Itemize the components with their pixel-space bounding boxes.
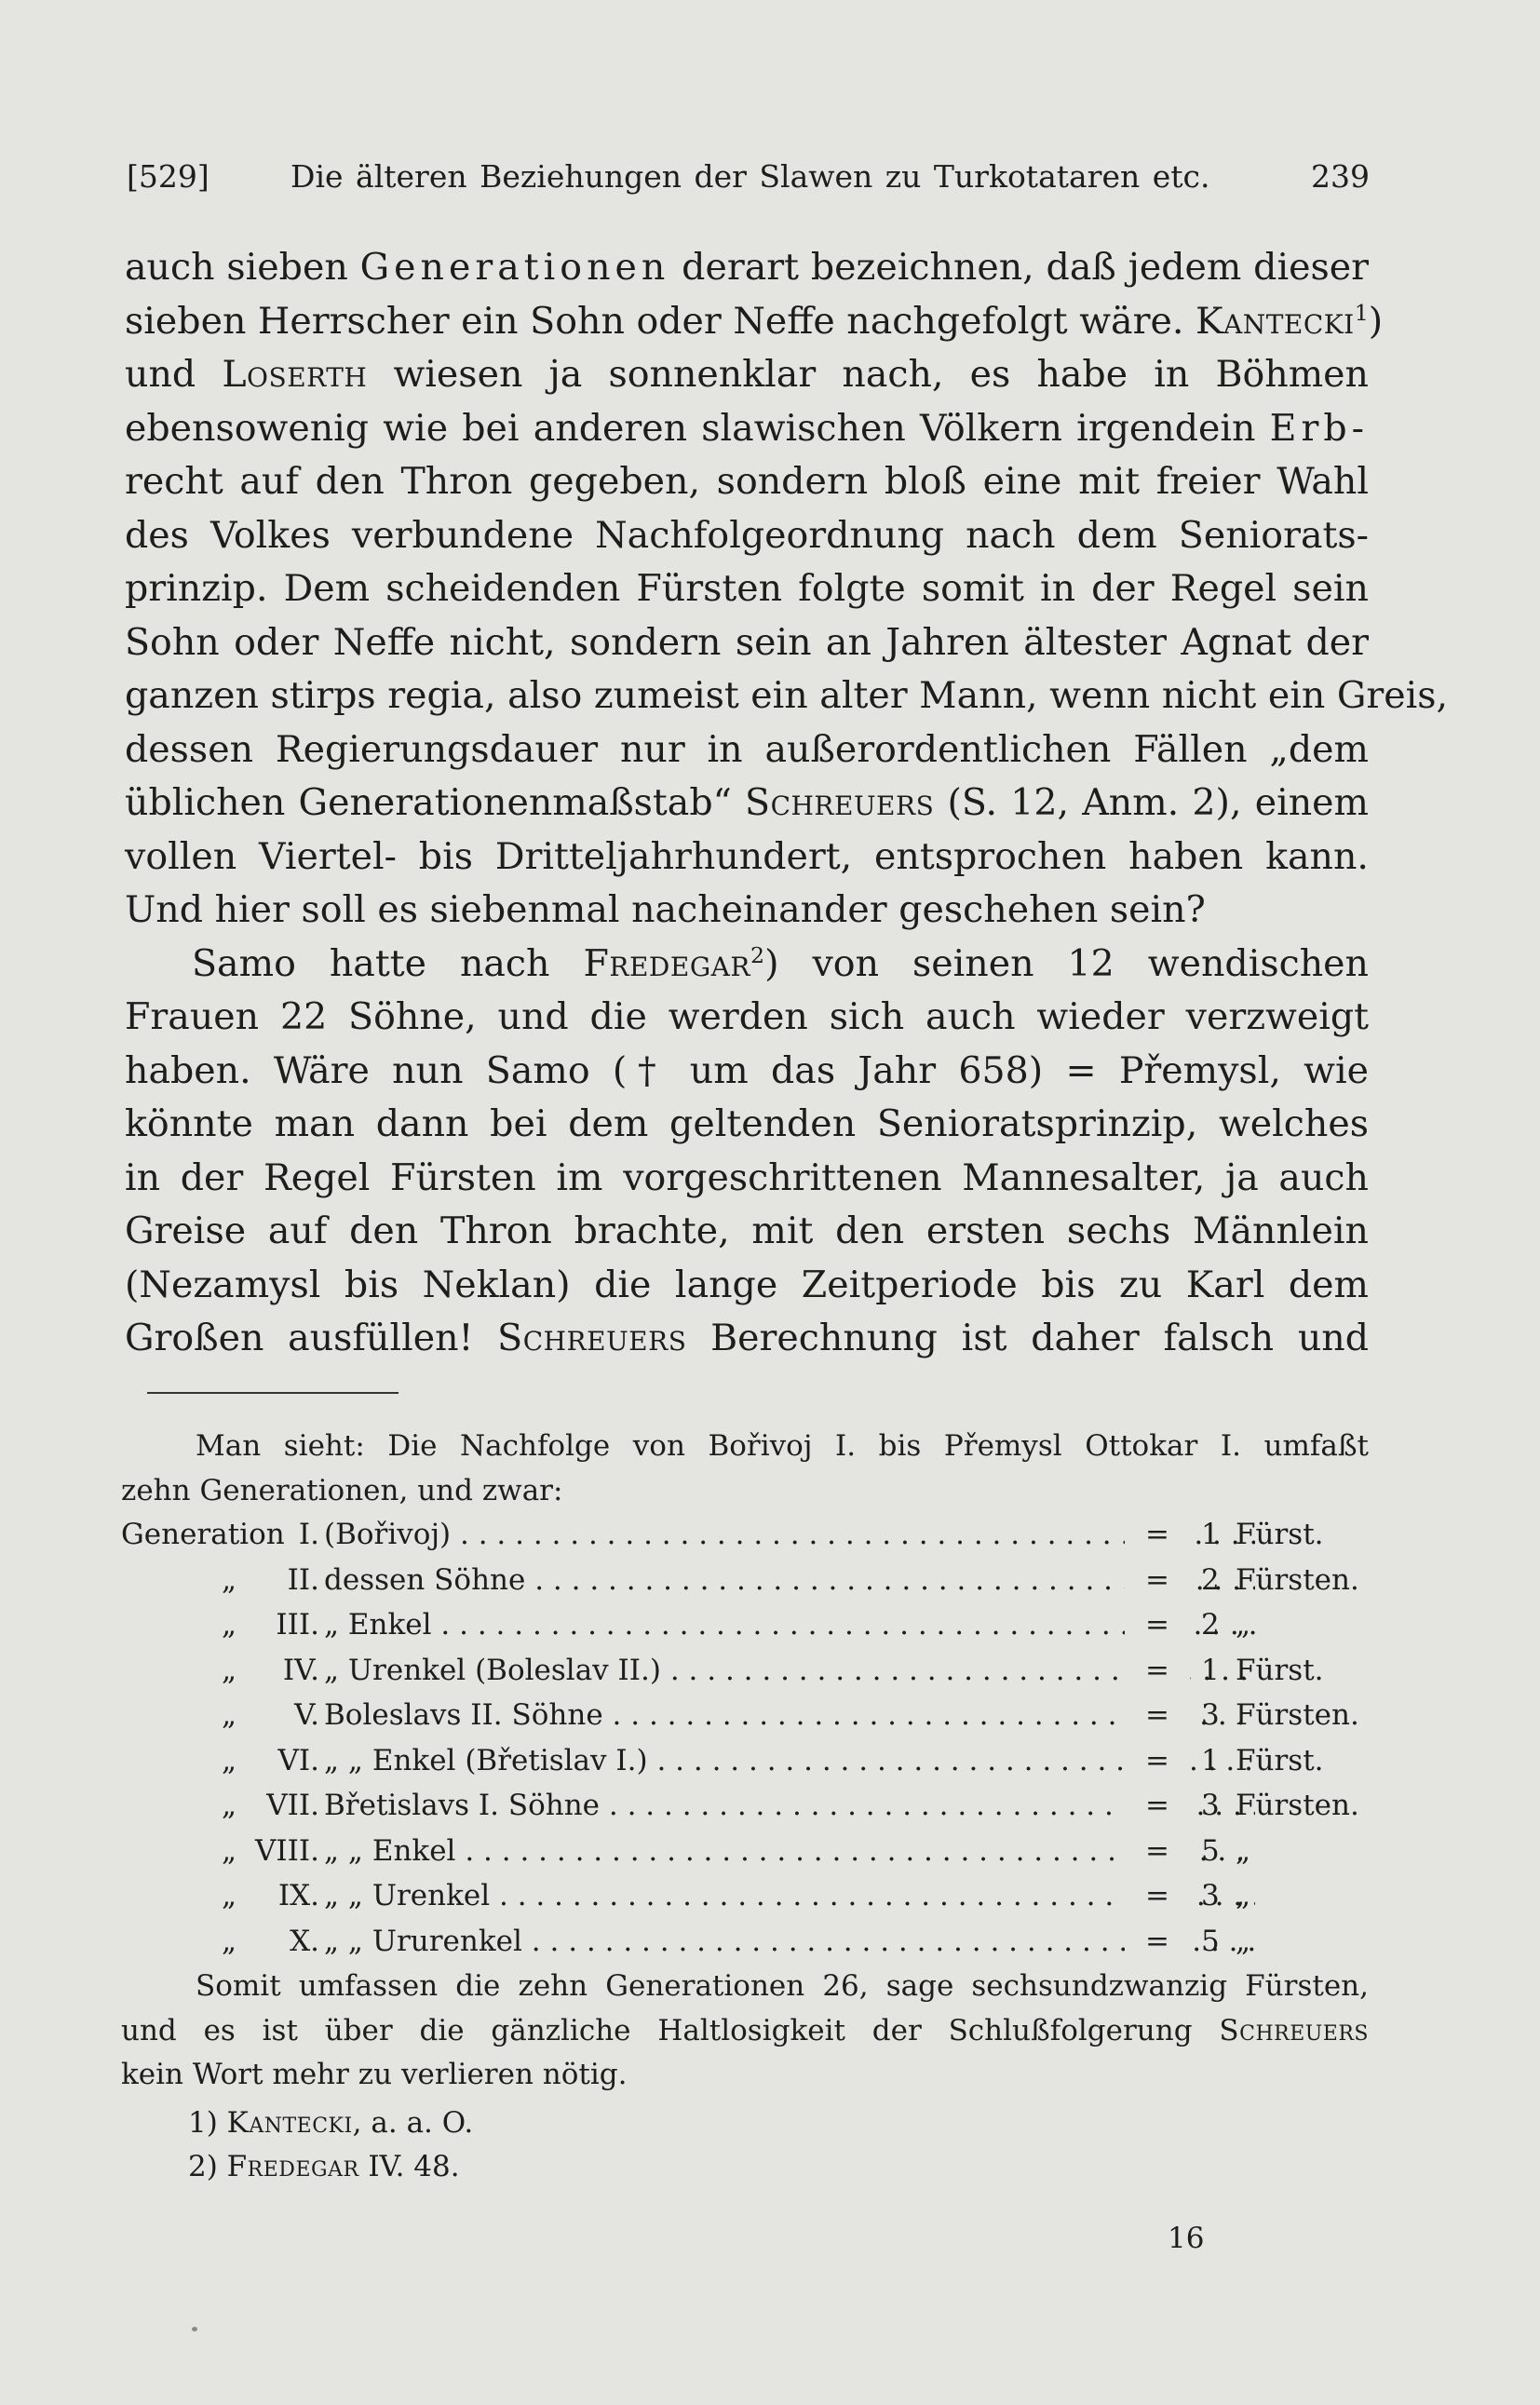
text-run: Frauen 22 Söhne, und die werden sich auch wieder verzweigt: [125, 995, 1369, 1038]
text-line: [125, 777, 1369, 831]
text-run: 1): [188, 2105, 227, 2140]
generation-numeral: VIII.: [255, 1833, 319, 1868]
text-run: , a. a. O.: [352, 2105, 474, 2140]
generation-numeral: VII.: [266, 1789, 319, 1822]
text-run: haben. Wäre nun Samo († um das Jahr 658) = Přemysl, wie: [125, 1048, 1369, 1092]
prince-unit: Fürst.: [1236, 1653, 1324, 1687]
footnote: [121, 2145, 1369, 2190]
text-run: sieben Herrscher ein Sohn oder Neffe nachgefolgt wäre.: [125, 299, 1196, 343]
text-line: [125, 884, 1369, 938]
generation-numeral: II.: [287, 1562, 319, 1597]
generation-numeral: IV.: [282, 1653, 319, 1687]
text-run: könnte man dann bei dem geltenden Senioratsprinzip, welches: [125, 1102, 1369, 1145]
author-name: Fredegar: [226, 2150, 359, 2183]
generation-description: „ „ Ururenkel . . .: [324, 1920, 1255, 1965]
generation-description: (Bořivoj) . . .: [324, 1513, 1255, 1558]
prince-count: 1: [1201, 1743, 1220, 1777]
page-reference: [529]: [127, 158, 209, 195]
author-name: Schreuers: [745, 781, 935, 824]
prince-count: 3: [1201, 1698, 1220, 1732]
generation-row: [121, 1830, 1369, 1875]
text-run: ganzen stirps regia, also zumeist ein alter Mann, wenn nicht ein Greis,: [125, 674, 1449, 717]
generation-description: Boleslavs II. Söhne . . .: [324, 1694, 1255, 1738]
text-run: üblichen Generationenmaßstab“: [125, 781, 746, 824]
text-run: (Nezamysl bis Neklan) die lange Zeitperiode bis zu Karl dem: [125, 1263, 1369, 1306]
generation-row: [121, 1694, 1369, 1739]
text-line: [125, 562, 1369, 616]
generation-label: „: [222, 1789, 237, 1822]
footnote-separator: [147, 1392, 399, 1394]
footnote-marker: 1: [1354, 299, 1369, 326]
generation-numeral: III.: [276, 1608, 319, 1642]
text-run: und es ist über die gänzliche Haltlosigkeit der Schlußfolgerung: [121, 2013, 1220, 2047]
text-run: 2): [188, 2150, 227, 2183]
text-line: [125, 991, 1369, 1045]
equals-sign: =: [1125, 1784, 1190, 1829]
prince-unit: Fürst.: [1236, 1743, 1324, 1777]
text-run: derart bezeichnen, daß jedem dieser: [669, 246, 1370, 289]
prince-count: 5: [1201, 1924, 1220, 1958]
prince-unit: „: [1236, 1608, 1251, 1642]
generation-label: „: [222, 1879, 237, 1912]
text-run: Erb-: [1269, 406, 1369, 450]
text-run: Generationen: [359, 246, 670, 289]
generation-label: Generation: [121, 1518, 285, 1551]
text-line: [125, 348, 1369, 402]
generation-label: „: [222, 1743, 237, 1777]
generation-label: „: [222, 1924, 237, 1958]
note-summary-line: [121, 2009, 1369, 2054]
text-run: IV. 48.: [358, 2150, 460, 2183]
equals-sign: =: [1125, 1920, 1190, 1965]
text-line: [125, 831, 1369, 885]
text-line: [125, 455, 1369, 509]
text-run: Greise auf den Thron brachte, mit den ersten sechs Männlein: [125, 1209, 1369, 1252]
note-intro-line: zehn Generationen, und zwar:: [121, 1473, 563, 1507]
generation-numeral: IX.: [277, 1879, 319, 1912]
footnotes-area: [121, 1425, 1369, 2190]
footnote-list: [121, 2101, 1369, 2190]
prince-unit: Fürst.: [1236, 1518, 1324, 1551]
generation-numeral: VI.: [277, 1743, 319, 1777]
prince-unit: „: [1236, 1879, 1251, 1912]
generation-numeral: I.: [298, 1518, 319, 1551]
prince-unit: „: [1236, 1833, 1251, 1868]
generation-description: „ Urenkel (Boleslav II.) . . .: [324, 1649, 1255, 1694]
generation-label: „: [222, 1698, 237, 1732]
text-run: Somit umfassen die zehn Generationen 26, sage sechsundzwanzig Fürsten,: [196, 1969, 1369, 2003]
prince-count: 5: [1201, 1833, 1220, 1868]
text-line: [125, 402, 1369, 456]
sheet-signature: 16: [1168, 2222, 1205, 2255]
text-run: kein Wort mehr zu verlieren nötig.: [121, 2058, 628, 2091]
text-run: ): [1368, 299, 1384, 343]
prince-count: 2: [1201, 1608, 1220, 1642]
author-name: Schreuers: [1219, 2013, 1369, 2047]
author-name: Loserth: [222, 353, 368, 396]
text-line: [125, 1152, 1369, 1206]
paper-speck: [192, 2327, 197, 2331]
generations-table: [121, 1513, 1369, 1965]
text-line: [125, 1259, 1369, 1313]
text-run: ) von seinen 12 wendischen: [764, 941, 1369, 985]
prince-unit: Fürsten.: [1236, 1562, 1359, 1597]
prince-count: 1: [1201, 1518, 1220, 1551]
generation-numeral: V.: [294, 1698, 319, 1732]
generation-numeral: X.: [290, 1924, 319, 1958]
text-line: [125, 1205, 1369, 1259]
generation-label: „: [222, 1608, 237, 1642]
generation-row: [121, 1649, 1369, 1695]
text-run: in der Regel Fürsten im vorgeschrittenen Mannesalter, ja auch: [125, 1155, 1369, 1199]
generation-description: dessen Söhne . . .: [324, 1559, 1255, 1603]
generation-row: [121, 1784, 1369, 1830]
prince-unit: Fürsten.: [1236, 1789, 1359, 1822]
text-line: [125, 295, 1384, 349]
prince-count: 2: [1201, 1562, 1220, 1597]
equals-sign: =: [1125, 1830, 1190, 1874]
text-run: ebensowenig wie bei anderen slawischen Völkern irgendein: [125, 406, 1270, 450]
text-run: wiesen ja sonnenklar nach, es habe in Böhmen: [367, 353, 1369, 396]
footnote-marker: 2: [750, 941, 765, 968]
prince-unit: Fürsten.: [1236, 1698, 1359, 1732]
prince-count: 3: [1201, 1879, 1220, 1912]
generation-row: [121, 1920, 1369, 1966]
text-run: Sohn oder Neffe nicht, sondern sein an Jahren ältester Agnat der: [125, 620, 1369, 664]
text-line: [125, 669, 1449, 723]
generation-description: „ „ Enkel . . .: [324, 1830, 1255, 1874]
equals-sign: =: [1125, 1559, 1190, 1603]
text-run: Großen ausfüllen!: [125, 1317, 498, 1359]
equals-sign: =: [1125, 1874, 1190, 1919]
note-intro-line: Man sieht: Die Nachfolge von Bořivoj I. bis Přemysl Ottokar I. umfaßt: [196, 1429, 1369, 1463]
generation-row: [121, 1513, 1369, 1559]
author-name: Fredegar: [583, 941, 750, 985]
text-line: [125, 1098, 1369, 1152]
footnote: [121, 2101, 1369, 2146]
author-name: Schreuers: [497, 1317, 687, 1359]
generation-row: [121, 1739, 1369, 1785]
generation-label: „: [222, 1653, 237, 1687]
text-line: [125, 616, 1369, 670]
note-summary: [121, 1965, 1369, 2098]
generation-row: [121, 1603, 1369, 1649]
equals-sign: =: [1125, 1603, 1190, 1648]
generation-label: „: [222, 1562, 237, 1597]
generation-label: „: [222, 1833, 237, 1868]
running-title: Die älteren Beziehungen der Slawen zu Turkotataren etc.: [290, 158, 1210, 195]
equals-sign: =: [1125, 1694, 1190, 1738]
text-run: prinzip. Dem scheidenden Fürsten folgte somit in der Regel sein: [125, 567, 1369, 610]
text-run: vollen Viertel- bis Dritteljahrhundert, entsprochen haben kann.: [125, 834, 1369, 878]
prince-count: 3: [1201, 1789, 1220, 1822]
text-run: recht auf den Thron gegeben, sondern bloß eine mit freier Wahl: [125, 460, 1369, 503]
text-run: Samo hatte nach: [192, 941, 584, 985]
generation-row: [121, 1874, 1369, 1920]
author-name: Kantecki: [226, 2105, 353, 2140]
text-line: [125, 938, 1369, 992]
generation-description: „ „ Urenkel . . .: [324, 1874, 1255, 1919]
page-number: 239: [1311, 158, 1370, 195]
text-line: [125, 1045, 1369, 1099]
prince-count: 1: [1201, 1653, 1220, 1687]
text-run: auch sieben: [125, 246, 360, 289]
note-summary-line: [121, 2053, 1369, 2098]
text-run: dessen Regierungsdauer nur in außerordentlichen Fällen „dem: [125, 727, 1369, 771]
main-text: [125, 241, 1449, 1366]
equals-sign: =: [1125, 1649, 1190, 1694]
generation-description: „ Enkel . . .: [324, 1603, 1255, 1648]
prince-unit: „: [1236, 1924, 1251, 1958]
note-summary-line: [121, 1965, 1369, 2009]
equals-sign: =: [1125, 1513, 1190, 1558]
text-run: Berechnung ist daher falsch und: [686, 1317, 1369, 1359]
text-line: [125, 723, 1369, 777]
equals-sign: =: [1125, 1739, 1190, 1784]
generation-description: „ „ Enkel (Břetislav I.) . . .: [324, 1739, 1255, 1784]
text-line: [125, 1312, 1369, 1366]
text-run: Und hier soll es siebenmal nacheinander geschehen sein?: [125, 888, 1206, 931]
text-run: und: [125, 353, 223, 396]
generation-description: Břetislavs I. Söhne . . .: [324, 1784, 1255, 1829]
text-line: [125, 509, 1369, 563]
text-run: (S. 12, Anm. 2), einem: [934, 781, 1369, 824]
author-name: Kantecki: [1195, 299, 1355, 343]
generation-row: [121, 1559, 1369, 1604]
text-run: des Volkes verbundene Nachfolgeordnung nach dem Seniorats-: [125, 513, 1369, 557]
text-line: [125, 241, 1369, 295]
